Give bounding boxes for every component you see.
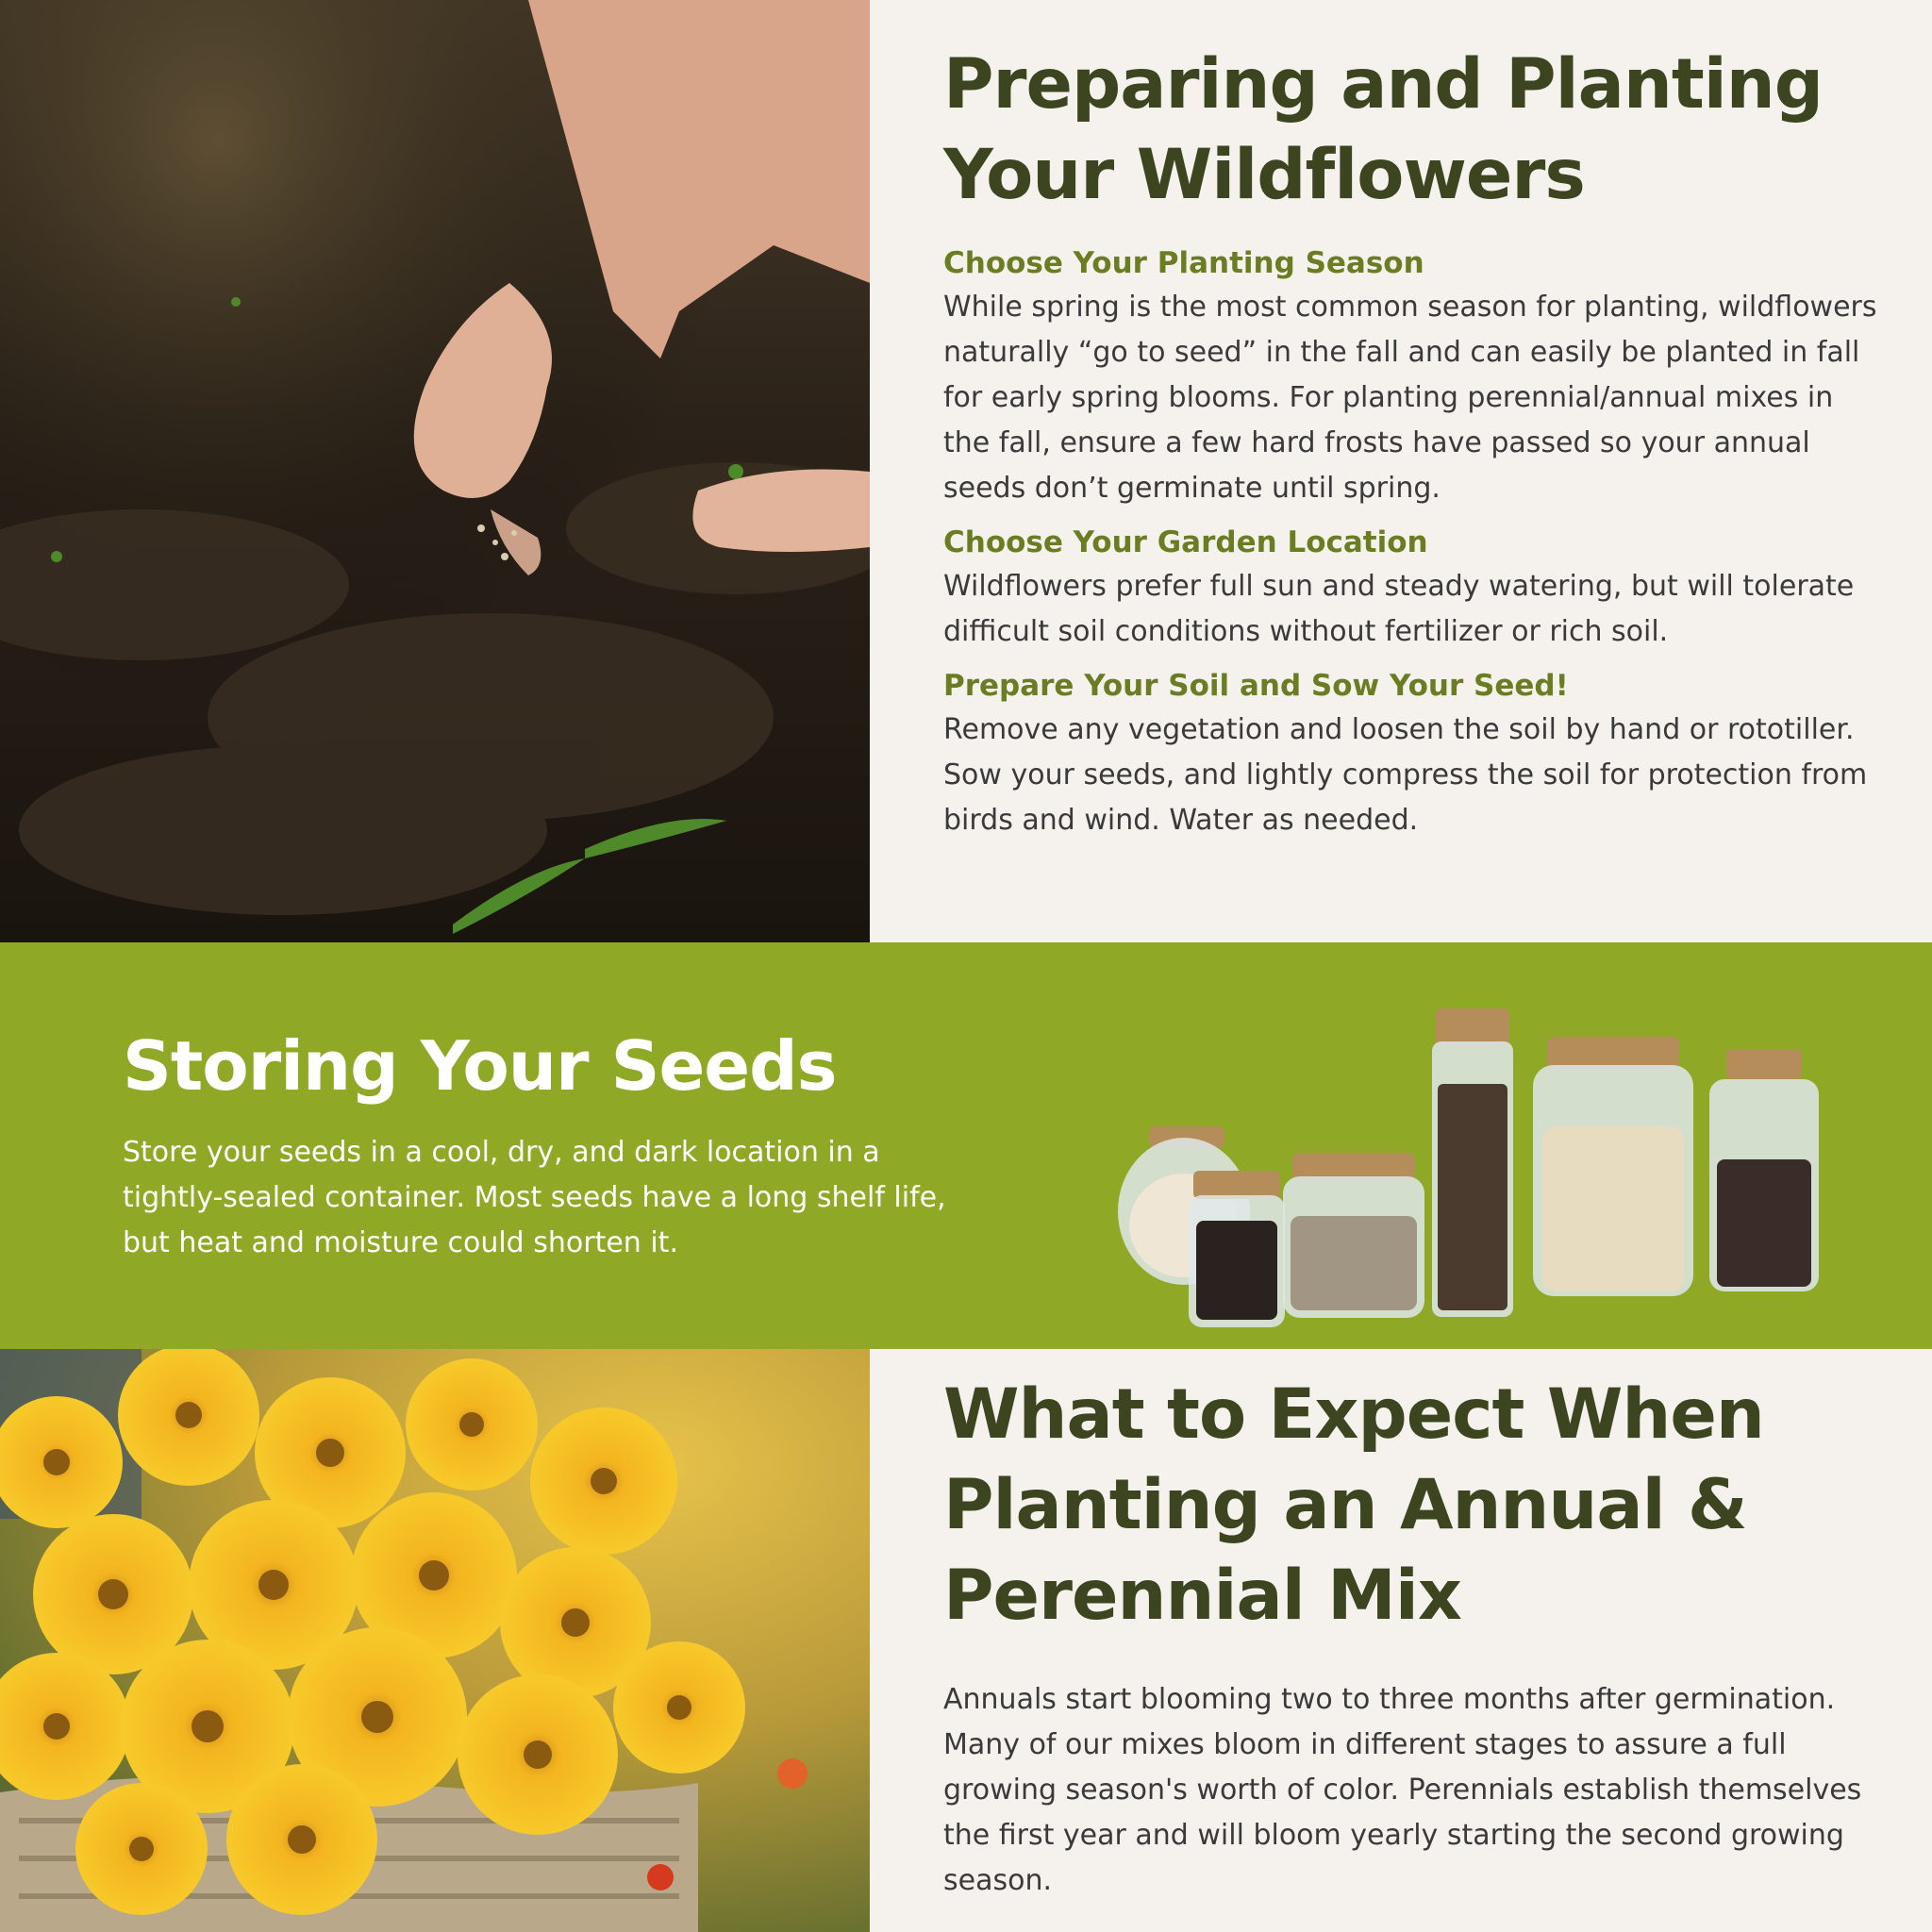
storing-text: Store your seeds in a cool, dry, and dark location in a tightly-sealed container. Most seeds have a long shelf life, but heat and moisture could shorten it. xyxy=(123,1136,946,1259)
garden-location-block xyxy=(943,521,1887,655)
storing-section xyxy=(0,942,1932,1349)
prepare-soil-heading: Prepare Your Soil and Sow Your Seed! xyxy=(943,669,1569,703)
expect-section xyxy=(0,1349,1932,1932)
seed-jars-photo xyxy=(1104,942,1840,1349)
expect-title: What to Expect When Planting an Annual & Perennial Mix xyxy=(943,1374,1764,1636)
garden-location-text: Wildflowers prefer full sun and steady watering, but will tolerate difficult soil conditions without fertilizer or rich soil. xyxy=(943,570,1855,648)
garden-location-heading: Choose Your Garden Location xyxy=(943,525,1428,559)
storing-content xyxy=(123,1023,953,1266)
storing-title: Storing Your Seeds xyxy=(123,1026,837,1106)
planting-season-text: While spring is the most common season for planting, wildflowers naturally “go to seed” in the fall and can easily be planted in fall for early spring blooms. For planting perennial/annual mixes in the fall, ensure a few hard frosts have passed so your annual seeds don’t germinate until spring. xyxy=(943,291,1877,505)
expect-text: Annuals start blooming two to three months after germination. Many of our mixes bloom in different stages to assure a full growing season's worth of color. Perennials establish themselves the first year and will bloom yearly starting the second growing season. xyxy=(943,1683,1862,1897)
hands-sowing-seeds-photo xyxy=(0,0,870,942)
planting-season-heading: Choose Your Planting Season xyxy=(943,246,1424,280)
planting-content xyxy=(943,40,1887,853)
yellow-zinnias-basket-photo xyxy=(0,1349,870,1932)
prepare-soil-text: Remove any vegetation and loosen the soil by hand or rototiller. Sow your seeds, and lightly compress the soil for protection from birds and wind. Water as needed. xyxy=(943,713,1868,837)
zinnia-image-icon xyxy=(0,1349,870,1932)
seed-jars-icon xyxy=(1104,942,1840,1349)
planting-section xyxy=(0,0,1932,942)
expect-content xyxy=(943,1370,1887,1904)
planting-season-block xyxy=(943,242,1887,511)
planting-title: Preparing and Planting Your Wildflowers xyxy=(943,44,1823,215)
prepare-soil-block xyxy=(943,664,1887,843)
soil-image-icon xyxy=(0,0,870,942)
